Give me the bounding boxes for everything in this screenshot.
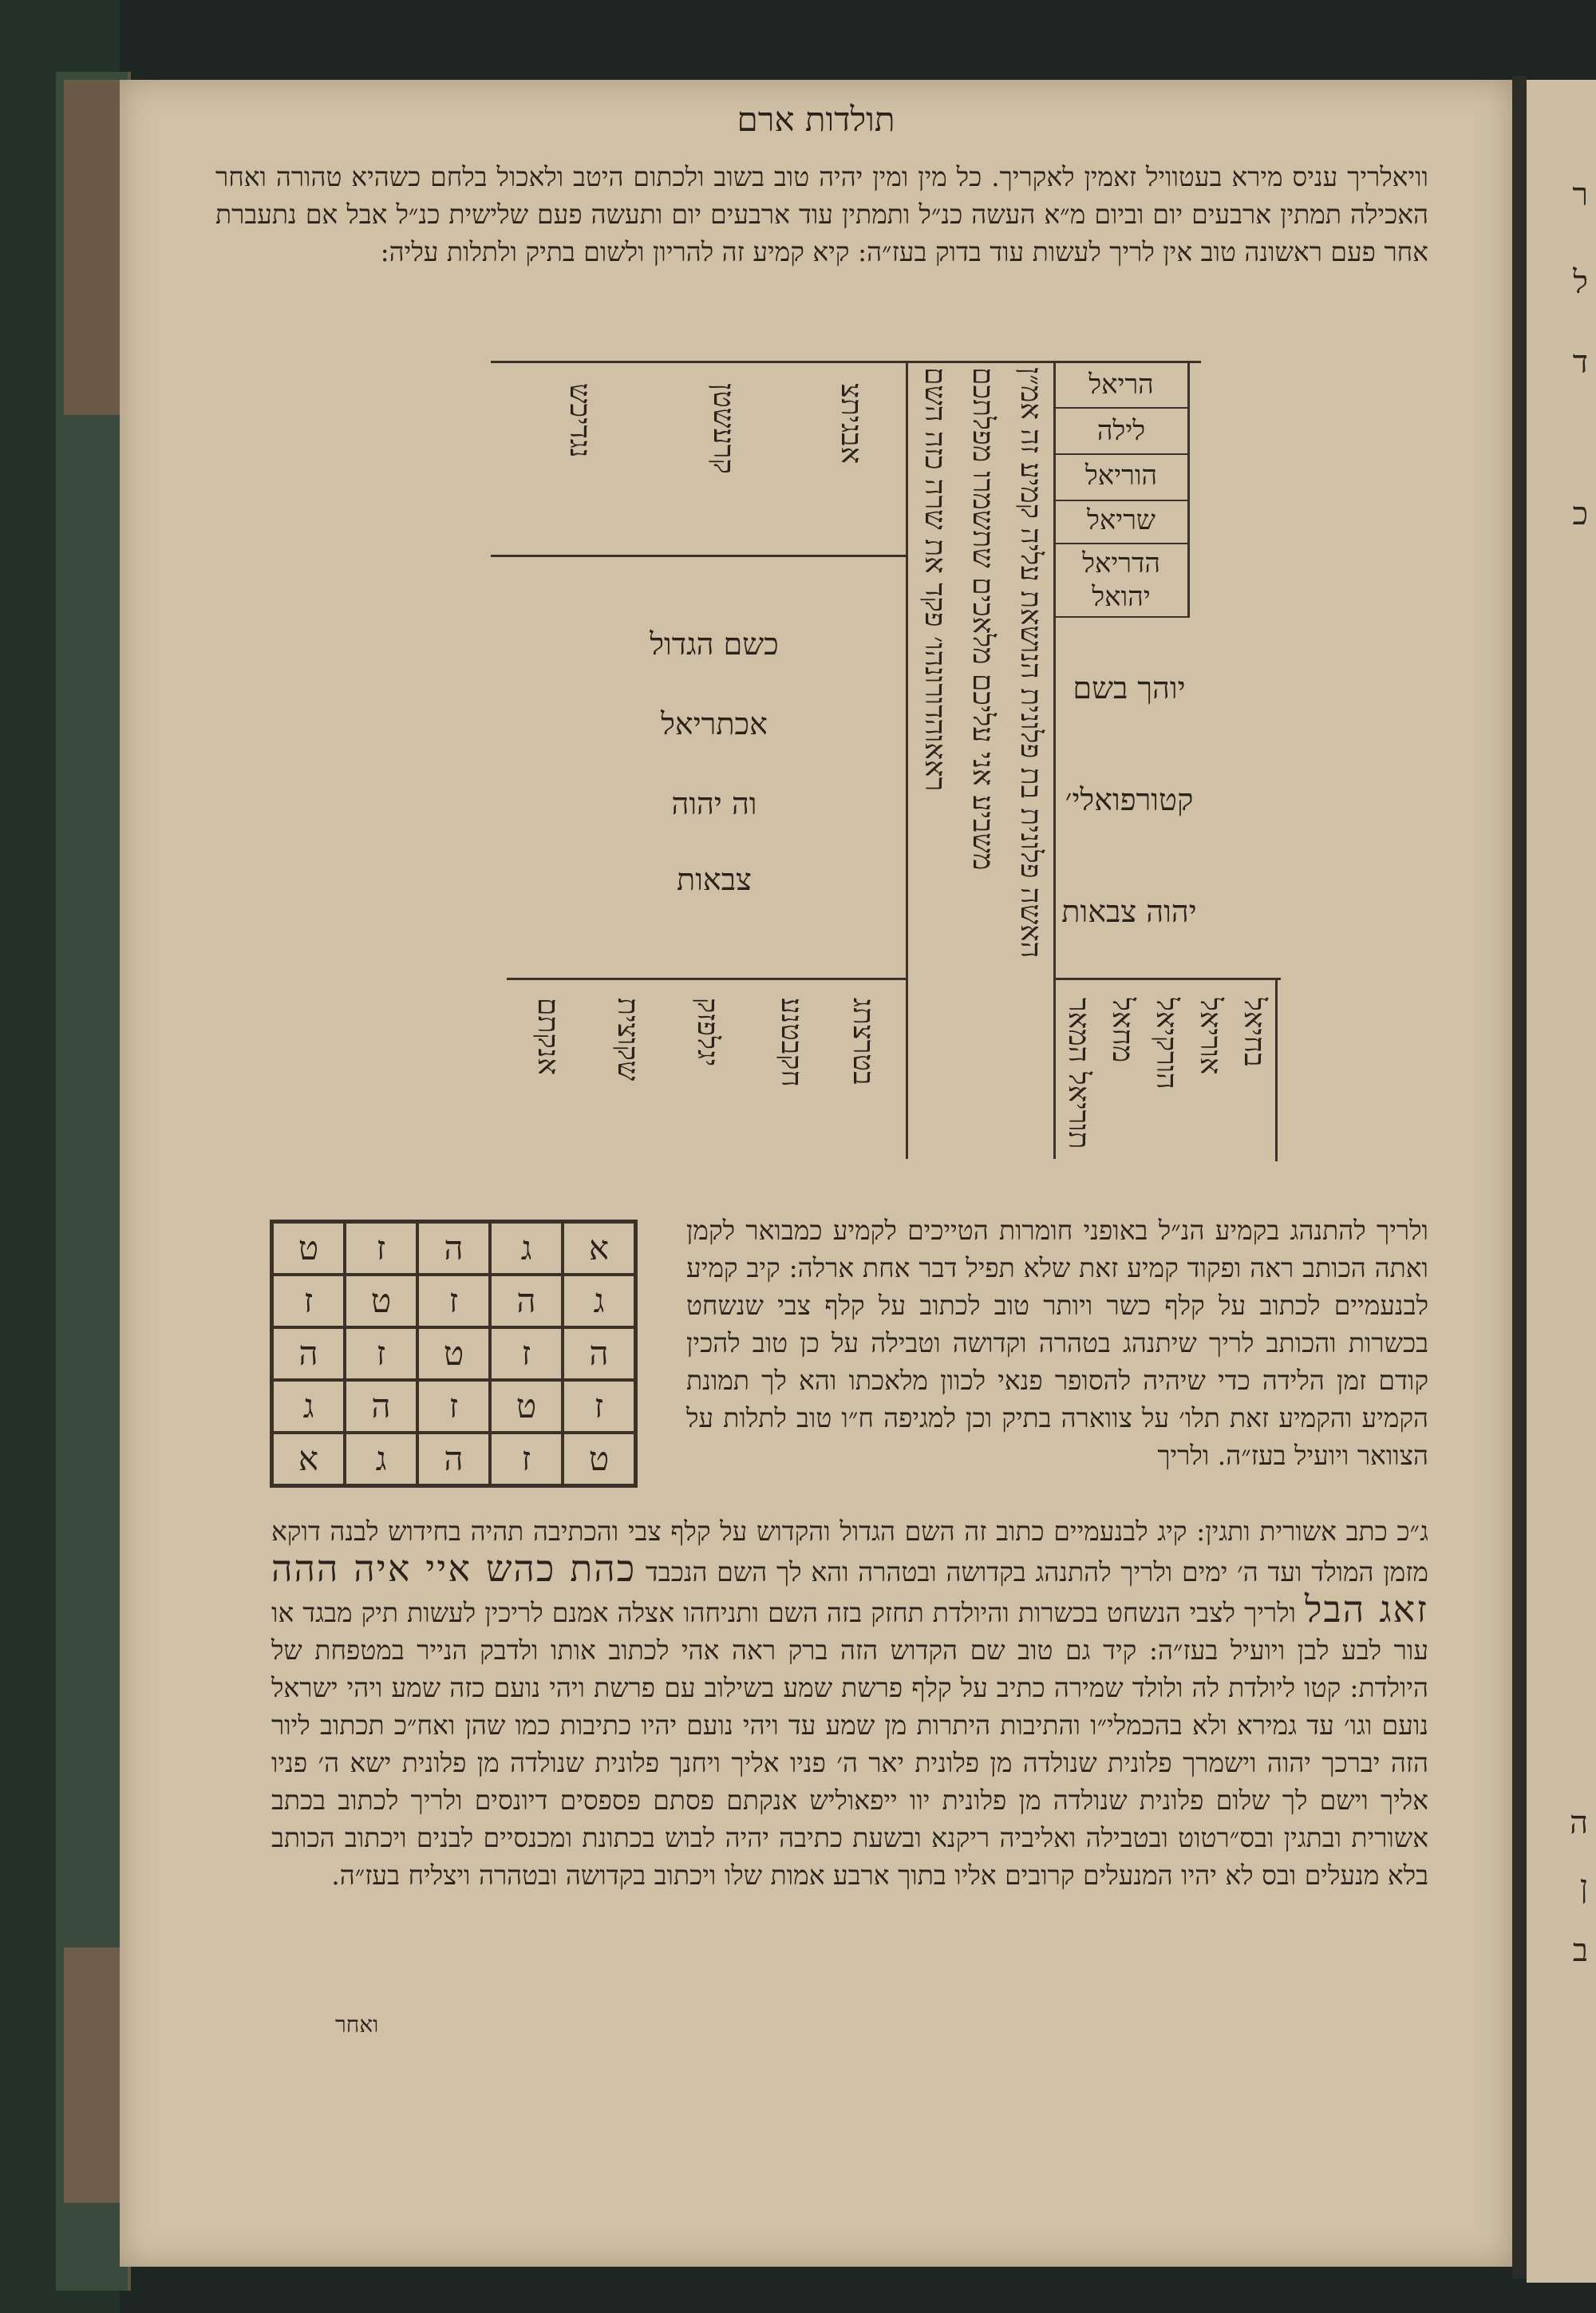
grid-cell: א — [563, 1222, 635, 1275]
bottom-angel: אוריאל — [1194, 998, 1227, 1075]
top-rule — [491, 361, 1201, 363]
vertical-name: שקוצית — [611, 998, 644, 1081]
angel-name: לילה — [1096, 415, 1146, 447]
right-column-edge — [1187, 361, 1190, 618]
grid-cell: ז — [417, 1380, 490, 1433]
next-page-edge — [1527, 80, 1596, 2283]
intro-paragraph: וויאלריך עניס מירא בעטוויל זאמין לאקריך. כל מין ומין יהיה טוב בשוב ולכתום היטב ולאכול בלחם כשהיא טהורה ואחר האכילה תמתין ארבעים יום וביום מ״א העשה כנ״ל ותמתין עוד ארבעים יום ותעשה פעם שלישית כנ״ל אבל אם נתעברת אחר פעם ראשונה טוב אין לריך לעשות עוד בדוק בעז״ה: קיא קמיע זה להריון ולשום בתיק ולתלות עליה: — [215, 161, 1428, 267]
fragment: ב — [1572, 1932, 1588, 1969]
center-name: וה יהוה — [671, 786, 757, 821]
body-line-prefix: השם הנכבד — [645, 1556, 768, 1587]
worn-spine-top — [64, 80, 120, 415]
grid-cell: ג — [563, 1275, 635, 1327]
grid-cell: ה — [563, 1327, 635, 1380]
center-name: כשם הגדול — [650, 627, 779, 662]
angel-name: הריאל — [1088, 369, 1154, 401]
fragment: ן — [1579, 1868, 1588, 1905]
row-rule — [1053, 453, 1189, 455]
grid-cell: ה — [490, 1275, 563, 1327]
vertical-name: נגדיכש — [563, 383, 596, 458]
inner-vertical-rule — [906, 361, 908, 1159]
left-top-box-rule — [491, 555, 906, 557]
angel-name: שריאל — [1087, 504, 1156, 536]
fragment: ה — [1569, 1805, 1588, 1841]
grid-cell: ז — [272, 1275, 345, 1327]
center-name: אכתריאל — [661, 706, 768, 741]
book-gutter — [1512, 76, 1527, 2279]
vertical-name: אנקתם — [531, 998, 564, 1075]
row-rule — [1053, 616, 1189, 618]
grid-cell: ה — [417, 1222, 490, 1275]
grid-cell: ז — [490, 1327, 563, 1380]
vertical-name: אבגיתצ — [835, 383, 867, 465]
fragment: ד — [1572, 344, 1588, 381]
body-paragraph — [271, 1512, 1428, 1894]
bottom-angel: בחיאל — [1238, 998, 1270, 1067]
body-line-suffix: ולריך לצבי הנשחט בכשרות — [1017, 1597, 1296, 1628]
grid-cell: ט — [417, 1327, 490, 1380]
divine-name: קטורפואלי׳ — [1065, 782, 1194, 817]
vertical-invocation: האשה פלונית בת פלונית הנושאת עליה קמיע זה אמ״ן — [1014, 367, 1047, 959]
grid-cell: ה — [345, 1380, 417, 1433]
grid-cell: ה — [272, 1327, 345, 1380]
bottom-angel: הורקיאל — [1150, 998, 1183, 1089]
divine-name: יוהך בשם — [1073, 670, 1186, 706]
right-bottom-box-rule — [1053, 978, 1281, 980]
row-rule — [1053, 543, 1189, 544]
grid-cell: ה — [417, 1433, 490, 1485]
left-bottom-box-rule — [507, 978, 906, 980]
bottom-angel: תוריאל המאר — [1062, 998, 1095, 1149]
row-rule — [1053, 500, 1189, 501]
angel-name: הוריאל — [1084, 460, 1158, 492]
fragment: ל — [1573, 264, 1588, 301]
grid-cell: ז — [345, 1327, 417, 1380]
bottom-angel: מחאל — [1106, 998, 1139, 1063]
letter-grid — [270, 1220, 638, 1488]
worn-spine-bottom — [64, 1947, 120, 2203]
vertical-name: יגלפזק — [691, 998, 724, 1067]
grid-cell: ט — [272, 1222, 345, 1275]
grid-cell: ט — [563, 1433, 635, 1485]
right-vertical-rule — [1053, 361, 1056, 1159]
catchword: ואחר — [335, 2011, 379, 2038]
page-title: תולדות ארם — [737, 100, 895, 139]
amulet-diagram — [491, 351, 1289, 1173]
grid-cell: ג — [272, 1380, 345, 1433]
right-bottom-edge — [1275, 978, 1278, 1161]
grid-cell: ט — [490, 1380, 563, 1433]
grid-cell: ז — [490, 1433, 563, 1485]
angel-name: הדריאל — [1082, 548, 1160, 579]
vertical-name: קרעשטן — [707, 383, 740, 474]
body-line: והיולדת תחזק בזה השם — [768, 1597, 1009, 1628]
divine-name: יהוה צבאות — [1061, 894, 1197, 929]
side-paragraph: ולריך להתנהג בקמיע הנ״ל באופני חומרות הטייכים לקמיע כמבואר לקמן ואתה הכותב ראה ופקוד קמיע זאת שלא תפיל דבר אחת ארלה: קיב קמיע לבנעמיים לכתוב על קלף כשר ויותר טוב לכתוב על קלף צבי שנשחט בכשרות והכותב לריך שיתנהג בטהרה וקדושה וטבילה על כן טוב להכין קודם זמן הלידה כדי שיהיה להסופר פנאי לכוון מלאכתו והא לך תמונת הקמיע והקמיע זאת תלו׳ על צווארה בתיק וכן למגיפה ח״ו טוב לתלות על הצוואר ויועיל בעז״ה. ולריך — [686, 1215, 1428, 1471]
divine-letters: כהת כהש איי איה ההה זאג הבל — [271, 1547, 1428, 1631]
grid-cell: ט — [345, 1275, 417, 1327]
body-line: ג״כ כתב אשורית ותגין: קיג לבנעמיים כתוב זה השם הגדול והקדוש על קלף צבי והכתיבה תהיה בחידוש לבנה דוקא מזמן המולד ועד ה׳ ימים ולריך להתנהג בקדושה ובטהרה והא לך — [271, 1516, 1428, 1587]
fragment: כ — [1572, 496, 1588, 532]
vertical-name: חקבטנע — [775, 998, 808, 1087]
grid-cell: א — [272, 1433, 345, 1485]
row-rule — [1053, 407, 1189, 409]
vertical-name: בטרצתג — [847, 998, 879, 1085]
fragment: ר — [1572, 176, 1588, 213]
grid-cell: ז — [417, 1275, 490, 1327]
grid-cell: ז — [345, 1222, 417, 1275]
angel-name: יהואל — [1092, 581, 1151, 613]
grid-cell: ז — [563, 1380, 635, 1433]
grid-cell: ג — [490, 1222, 563, 1275]
center-name: צבאות — [677, 862, 752, 897]
vertical-invocation: ראאוהדורונהו׳ פקד את שרה כזה השם — [918, 367, 951, 792]
grid-cell: ג — [345, 1433, 417, 1485]
body-rest: ותניחהו אצלה אמנם לריכין לעשות תיק מבגד או עור לבע לבן ויועיל בעז״ה: קיד גם טוב שם הקדוש הזה ברק ראה אהי לכתוב אותו ולדבק הנייר במטפחת של היולדת: קטו ליולדת לה ולולד שמירה כתיב על קלף פרשת שמע בשילוב עם פרשת ויהי נועם כזה שמע ויהי ישראל נועם וגו׳ עד גמירא ולא בהכמלי״ו והתיבות היתרות מן שמע עד ויהי נועם יהיו כתיבות כמו שהן ואח״כ תכתוב ליור הזה יברכך יהוה וישמרך פלונית שנולדה מן פלונית יאר ה׳ פניו אליך ויחנך פלונית שנולדה מן פלונית ישא ה׳ פניו אליך וישם לך שלום פלונית שנולדה מן פלונית יוו ייפאוליש אנקתם פסתם פספסים דיונסים ולריך לכתוב בכתב אשורית ובתגין ובס״רטוט ובטבילה ואליביה ריקנא ובשעת כתיבה יהיה לבוש בכתונת ומכנסיים לבנים ויכתוב הכותב בלא מנעלים ובס לא יהיו המנעלים קרובים אליו בתוך ארבע אמות שלו ויכתוב בקדושה ובטהרה ויצליח בעז״ה. — [271, 1597, 1428, 1891]
vertical-invocation: משביע אני עליכם מלאכים שתשמרו מפלתכם — [966, 367, 999, 871]
